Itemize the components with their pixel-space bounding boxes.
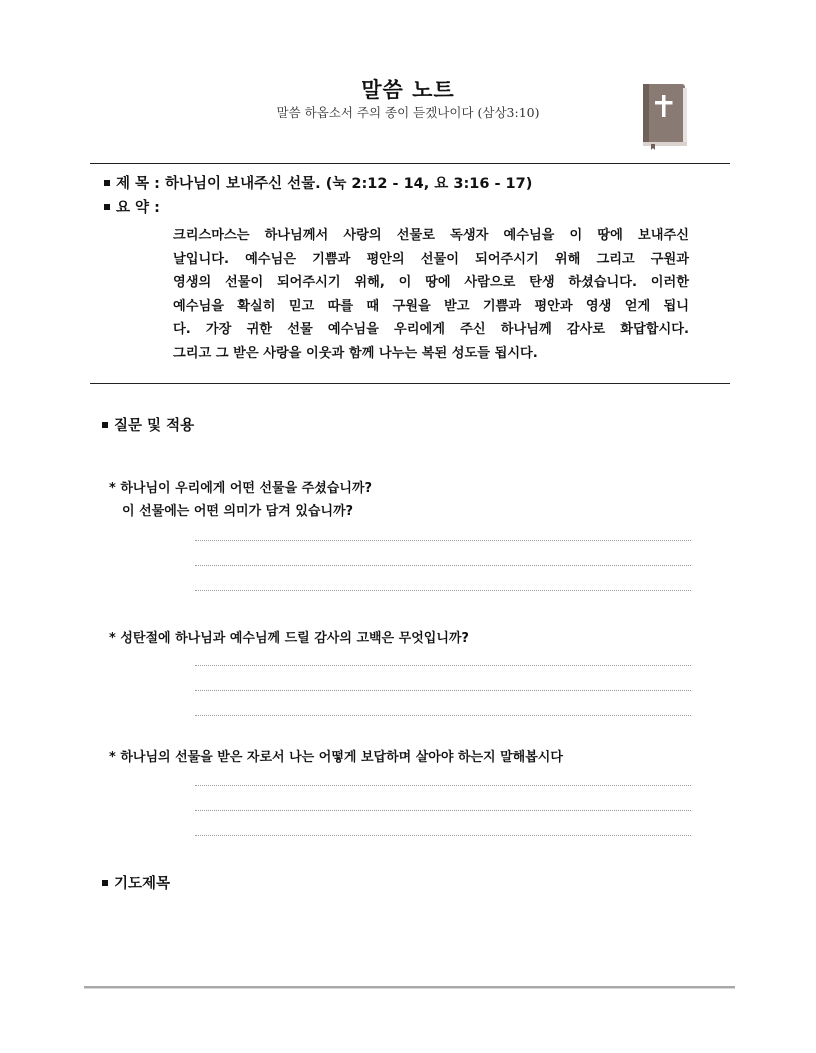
answer-line[interactable] — [195, 810, 691, 811]
page-subtitle: 말씀 하옵소서 주의 종이 듣겠나이다 (삼상3:10) — [276, 105, 540, 120]
summary-text — [173, 224, 689, 366]
answer-line[interactable] — [195, 590, 691, 591]
summary-line: 예수님을 확실히 믿고 따를 때 구원을 받고 기쁨과 평안과 영생 얻게 됩니 — [173, 298, 689, 314]
answer-line[interactable] — [195, 785, 691, 786]
sermon-title-row — [104, 172, 532, 193]
summary-label: 요 약 : — [116, 200, 160, 216]
answer-line[interactable] — [195, 715, 691, 716]
summary-divider — [90, 383, 730, 384]
questions-heading: 질문 및 적용 — [102, 414, 194, 435]
summary-line: 날입니다. 예수님은 기쁨과 평안의 선물이 되어주시기 위해 그리고 구원과 — [173, 251, 689, 267]
footer-divider — [84, 986, 735, 989]
answer-line[interactable] — [195, 690, 691, 691]
square-bullet-icon — [104, 180, 110, 186]
question-3-line-1: * 하나님의 선물을 받은 자로서 나는 어떻게 보답하며 살아야 하는지 말해봅시다 — [109, 750, 563, 765]
square-bullet-icon — [104, 204, 110, 210]
header-divider — [90, 163, 730, 164]
question-1-line-2: 이 선물에는 어떤 의미가 담겨 있습니까? — [122, 504, 354, 519]
question-2-line-1: * 성탄절에 하나님과 예수님께 드릴 감사의 고백은 무엇입니까? — [109, 631, 469, 646]
answer-line[interactable] — [195, 540, 691, 541]
sermon-title-value: 하나님이 보내주신 선물. (눅 2:12 - 14, 요 3:16 - 17) — [164, 176, 533, 192]
square-bullet-icon — [102, 880, 108, 886]
sermon-title-label: 제 목 : — [116, 176, 160, 192]
bible-icon — [641, 82, 689, 150]
summary-line: 영생의 선물이 되어주시기 위해, 이 땅에 사람으로 탄생 하셨습니다. 이러한 — [173, 275, 689, 291]
summary-line: 크리스마스는 하나님께서 사랑의 선물로 독생자 예수님을 이 땅에 보내주신 — [173, 228, 689, 243]
square-bullet-icon — [102, 422, 108, 428]
summary-label-row — [104, 196, 160, 217]
summary-line: 그리고 그 받은 사랑을 이웃과 함께 나누는 복된 성도들 됩시다. — [173, 345, 538, 361]
answer-line[interactable] — [195, 835, 691, 836]
answer-line[interactable] — [195, 565, 691, 566]
summary-line: 다. 가장 귀한 선물 예수님을 우리에게 주신 하나님께 감사로 화답합시다. — [173, 322, 689, 338]
question-1-line-1: * 하나님이 우리에게 어떤 선물을 주셨습니까? — [109, 481, 373, 496]
page-title: 말씀 노트 — [361, 78, 455, 102]
prayer-heading: 기도제목 — [102, 872, 170, 893]
answer-line[interactable] — [195, 665, 691, 666]
